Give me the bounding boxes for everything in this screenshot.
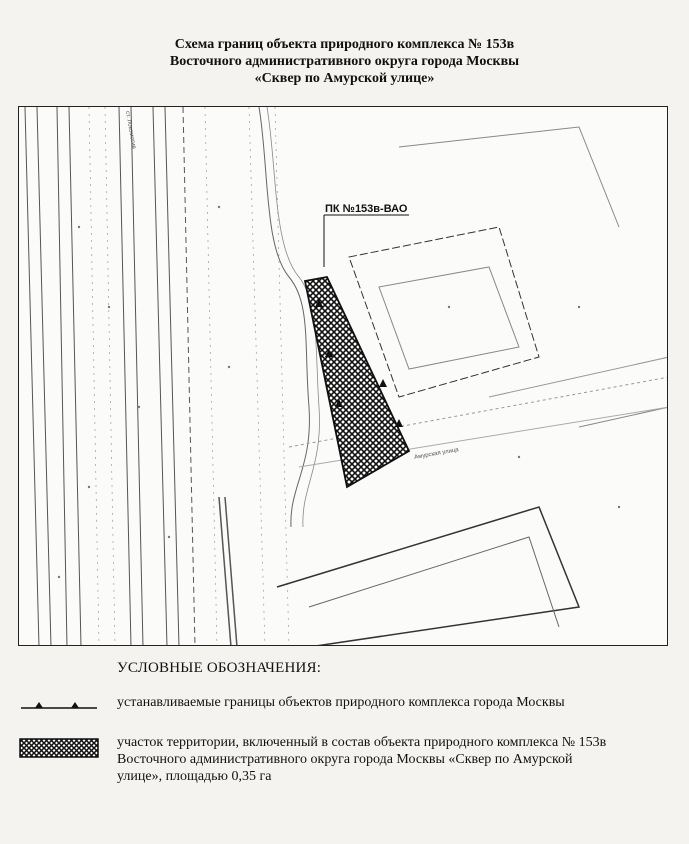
railway-tracks [25,107,237,646]
street-label: Амурская улица [413,447,460,461]
nature-complex-area [305,277,409,487]
title-line-2: Восточного административного округа города Москвы [169,54,520,69]
legend-area-line-2: Восточного административного округа города Москвы «Сквер по Амурской [117,752,573,767]
map-drawing [19,107,668,646]
map-title [0,36,689,87]
boundary-line-icon [19,700,99,716]
legend-heading: УСЛОВНЫЕ ОБОЗНАЧЕНИЯ: [117,660,322,676]
title-line-1: Схема границ объекта природного комплекса № 153в [174,37,515,52]
title-line-3: «Сквер по Амурской улице» [254,71,435,86]
map-frame [18,106,668,646]
hatched-area-icon [19,738,99,758]
legend-boundary-text: устанавливаемые границы объектов природного комплекса города Москвы [117,695,565,710]
legend-area-line-1: участок территории, включенный в состав объекта природного комплекса № 153в [117,735,607,750]
survey-lines [89,107,289,646]
legend-area-text [117,734,606,785]
legend-area-line-3: улице», площадью 0,35 га [117,769,272,784]
object-label: ПК №153в-ВАО [325,203,408,215]
station-label: ст. Локомотив [123,110,137,150]
